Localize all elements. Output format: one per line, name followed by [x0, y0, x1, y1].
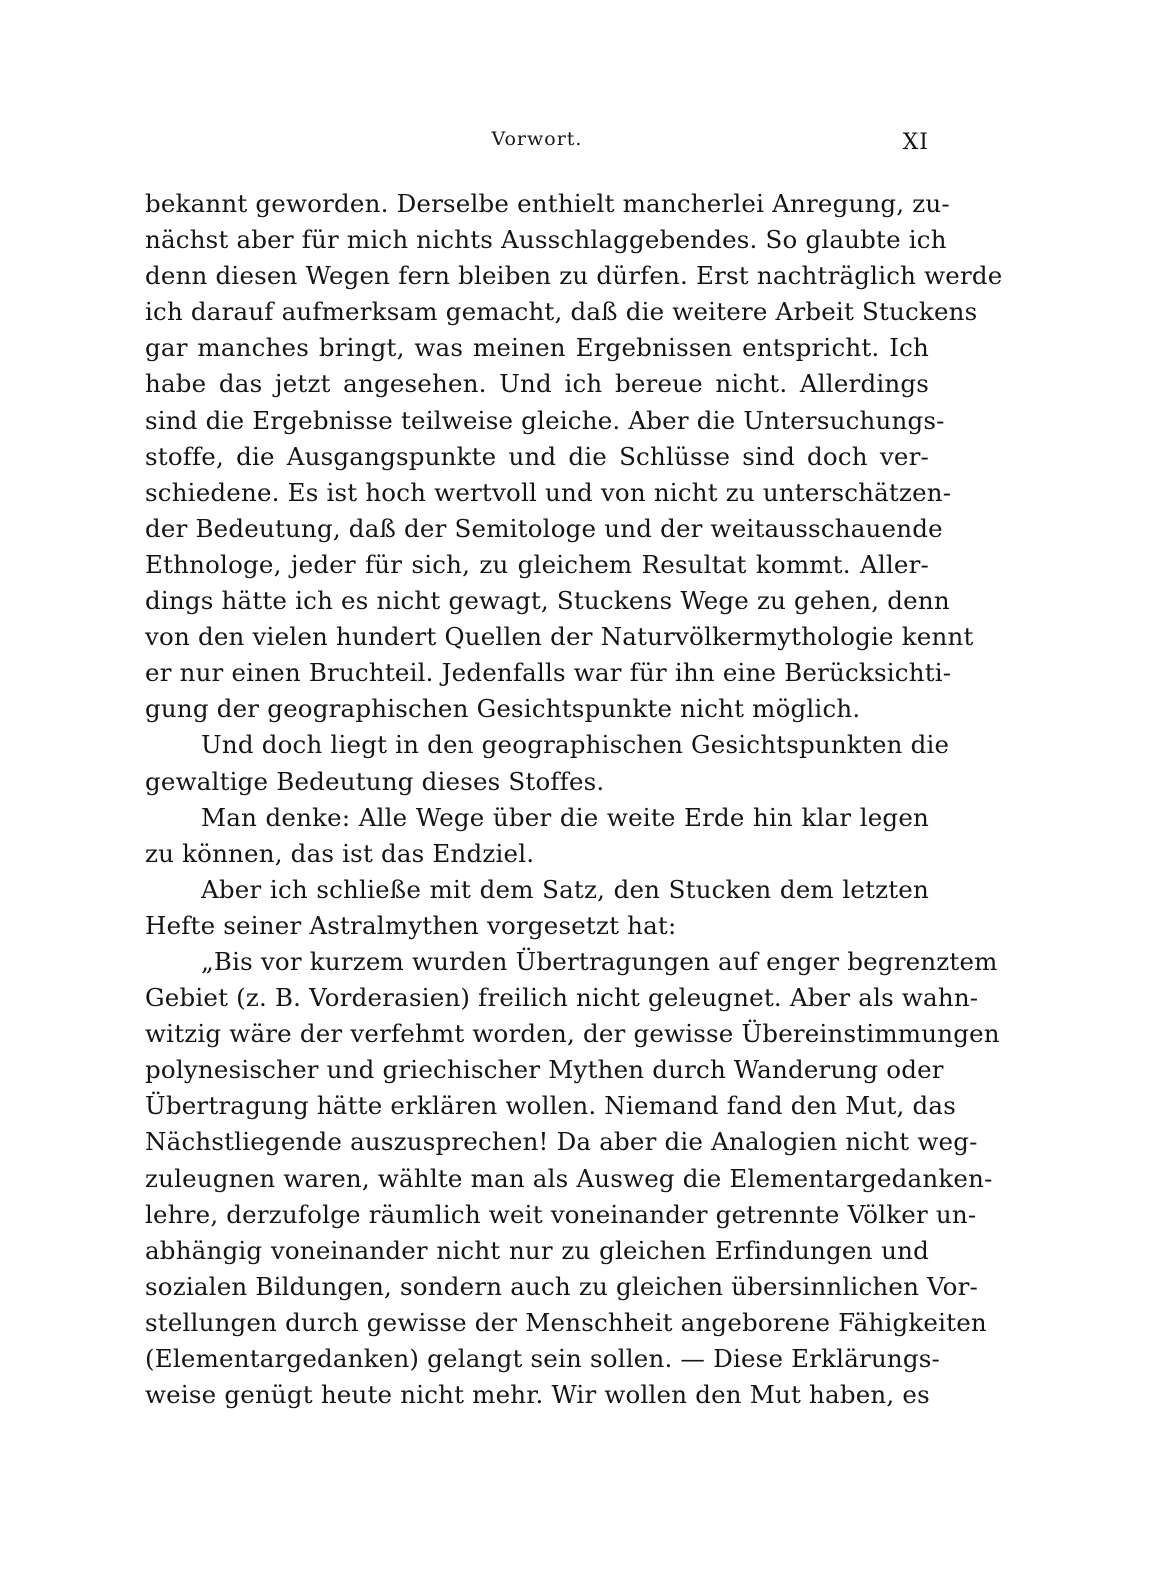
text-line: weise genügt heute nicht mehr. Wir wollen den Mut haben, es [145, 1380, 930, 1410]
text-line: gar manches bringt, was meinen Ergebnissen entspricht. Ich [145, 333, 929, 363]
text-line: ich darauf aufmerksam gemacht, daß die weitere Arbeit Stuckens [145, 297, 978, 327]
text-line: gung der geographischen Gesichtspunkte nicht möglich. [145, 694, 861, 724]
text-line: polynesischer und griechischer Mythen durch Wanderung oder [145, 1055, 944, 1085]
text-line: gewaltige Bedeutung dieses Stoffes. [145, 766, 605, 796]
text-line: habe das jetzt angesehen. Und ich bereue nicht. Allerdings [145, 369, 929, 399]
text-line: bekannt geworden. Derselbe enthielt mancherlei Anregung, zu- [145, 189, 950, 218]
text-line: er nur einen Bruchteil. Jedenfalls war für ihn eine Berücksichti- [145, 658, 952, 688]
text-line: lehre, derzufolge räumlich weit voneinander getrennte Völker un- [145, 1199, 977, 1229]
text-line: zuleugnen waren, wählte man als Ausweg die Elementargedanken- [145, 1163, 993, 1193]
page-number: XI [902, 130, 929, 155]
text-line: Man denke: Alle Wege über die weite Erde hin klar legen [201, 802, 929, 832]
text-line: „Bis vor kurzem wurden Übertragungen auf enger begrenztem [201, 946, 998, 976]
text-line: dings hätte ich es nicht gewagt, Stuckens Wege zu gehen, denn [145, 586, 950, 616]
text-line: Übertragung hätte erklären wollen. Niemand fand den Mut, das [145, 1091, 956, 1121]
text-line: Aber ich schließe mit dem Satz, den Stucken dem letzten [201, 874, 929, 904]
text-line: schiedene. Es ist hoch wertvoll und von nicht zu unterschätzen- [145, 477, 952, 507]
text-line: (Elementargedanken) gelangt sein sollen. — Diese Erklärungs- [145, 1344, 941, 1373]
text-line: Gebiet (z. B. Vorderasien) freilich nicht geleugnet. Aber als wahn- [145, 983, 979, 1013]
text-line: zu können, das ist das Endziel. [145, 838, 535, 868]
text-line: abhängig voneinander nicht nur zu gleichen Erfindungen und [145, 1235, 929, 1265]
text-line: Und doch liegt in den geographischen Gesichtspunkten die [201, 730, 950, 760]
text-line: der Bedeutung, daß der Semitologe und der weitausschauende [145, 513, 943, 543]
text-line: denn diesen Wegen fern bleiben zu dürfen. Erst nachträglich werde [145, 261, 1003, 291]
text-line: stellungen durch gewisse der Menschheit angeborene Fähigkeiten [145, 1307, 987, 1337]
text-line: nächst aber für mich nichts Ausschlaggebendes. So glaubte ich [145, 225, 947, 255]
text-line: stoffe, die Ausgangspunkte und die Schlüsse sind doch ver- [145, 441, 929, 471]
text-line: von den vielen hundert Quellen der Naturvölkermythologie kennt [145, 622, 974, 652]
running-head: Vorwort. [491, 128, 583, 150]
text-line: Hefte seiner Astralmythen vorgesetzt hat: [145, 910, 677, 940]
text-line: sind die Ergebnisse teilweise gleiche. Aber die Untersuchungs- [145, 405, 945, 435]
text-line: Ethnologe, jeder für sich, zu gleichem Resultat kommt. Aller- [145, 549, 929, 579]
body-text [145, 186, 1003, 1413]
text-line: witzig wäre der verfehmt worden, der gewisse Übereinstimmungen [145, 1019, 1000, 1049]
text-line: sozialen Bildungen, sondern auch zu gleichen übersinnlichen Vor- [145, 1271, 979, 1301]
text-line: Nächstliegende auszusprechen! Da aber die Analogien nicht weg- [145, 1127, 978, 1157]
page-header [145, 128, 929, 158]
